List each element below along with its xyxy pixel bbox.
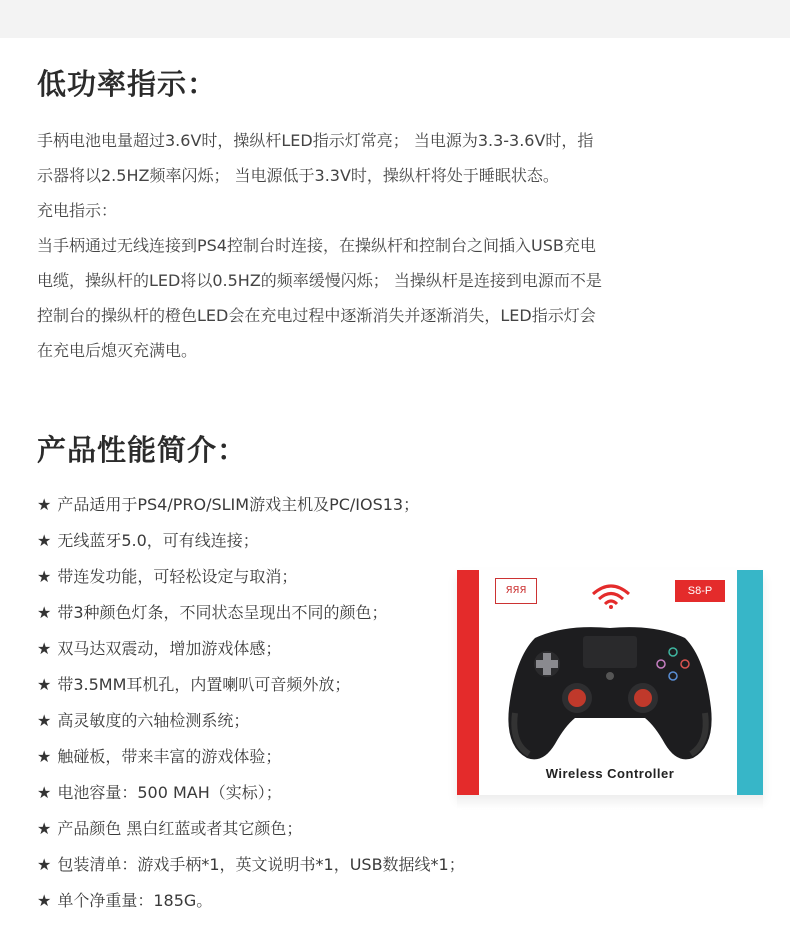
star-icon: ★ bbox=[37, 783, 52, 802]
star-icon: ★ bbox=[37, 819, 52, 838]
feature-item: ★ 包装清单：游戏手柄*1，英文说明书*1，USB数据线*1； bbox=[37, 855, 465, 874]
star-icon: ★ bbox=[37, 747, 52, 766]
paragraph-line: 手柄电池电量超过3.6V时，操纵杆LED指示灯常亮； 当电源为3.3-3.6V时，指 bbox=[37, 131, 594, 150]
feature-item: ★ 无线蓝牙5.0，可有线连接； bbox=[37, 531, 259, 550]
paragraph-line: 控制台的操纵杆的橙色LED会在充电过程中逐渐消失并逐渐消失，LED指示灯会 bbox=[37, 306, 596, 325]
low-power-description bbox=[37, 123, 717, 368]
paragraph-line: 示器将以2.5HZ频率闪烁； 当电源低于3.3V时，操纵杆将处于睡眠状态。 bbox=[37, 166, 559, 185]
product-features-heading: 产品性能简介： bbox=[37, 433, 248, 467]
feature-item: ★ 产品适用于PS4/PRO/SLIM游戏主机及PC/IOS13； bbox=[37, 495, 420, 514]
feature-list bbox=[37, 487, 465, 919]
star-icon: ★ bbox=[37, 639, 52, 658]
product-box-image bbox=[457, 570, 763, 795]
box-red-stripe bbox=[457, 570, 479, 795]
feature-item: ★ 电池容量：500 MAH（实标）； bbox=[37, 783, 282, 802]
paragraph-line: 充电指示： bbox=[37, 201, 118, 220]
box-caption: Wireless Controller bbox=[545, 766, 675, 781]
star-icon: ★ bbox=[37, 495, 52, 514]
feature-item: ★ 带3种颜色灯条，不同状态呈现出不同的颜色； bbox=[37, 603, 388, 622]
feature-item: ★ 产品颜色 黑白红蓝或者其它颜色； bbox=[37, 819, 303, 838]
brand-logo: ЯЯЯ bbox=[495, 578, 537, 604]
box-blue-stripe bbox=[737, 570, 763, 795]
star-icon: ★ bbox=[37, 855, 52, 874]
star-icon: ★ bbox=[37, 891, 52, 910]
feature-item: ★ 高灵敏度的六轴检测系统； bbox=[37, 711, 250, 730]
feature-item: ★ 单个净重量：185G。 bbox=[37, 891, 213, 910]
star-icon: ★ bbox=[37, 531, 52, 550]
paragraph-line: 电缆，操纵杆的LED将以0.5HZ的频率缓慢闪烁； 当操纵杆是连接到电源而不是 bbox=[37, 271, 602, 290]
star-icon: ★ bbox=[37, 603, 52, 622]
star-icon: ★ bbox=[37, 675, 52, 694]
feature-item: ★ 带连发功能，可轻松设定与取消； bbox=[37, 567, 298, 586]
feature-item: ★ 触碰板，带来丰富的游戏体验； bbox=[37, 747, 282, 766]
box-reflection bbox=[457, 795, 763, 809]
wireless-signal-icon bbox=[590, 582, 632, 610]
star-icon: ★ bbox=[37, 711, 52, 730]
feature-item: ★ 双马达双震动，增加游戏体感； bbox=[37, 639, 282, 658]
feature-item: ★ 带3.5MM耳机孔，内置喇叭可音频外放； bbox=[37, 675, 351, 694]
paragraph-line: 在充电后熄灭充满电。 bbox=[37, 341, 198, 360]
paragraph-line: 当手柄通过无线连接到PS4控制台时连接，在操纵杆和控制台之间插入USB充电 bbox=[37, 236, 596, 255]
star-icon: ★ bbox=[37, 567, 52, 586]
gamepad-icon bbox=[505, 618, 715, 763]
model-badge: S8-P bbox=[675, 580, 725, 602]
top-divider-bar bbox=[0, 0, 790, 38]
low-power-heading: 低功率指示： bbox=[37, 67, 218, 101]
